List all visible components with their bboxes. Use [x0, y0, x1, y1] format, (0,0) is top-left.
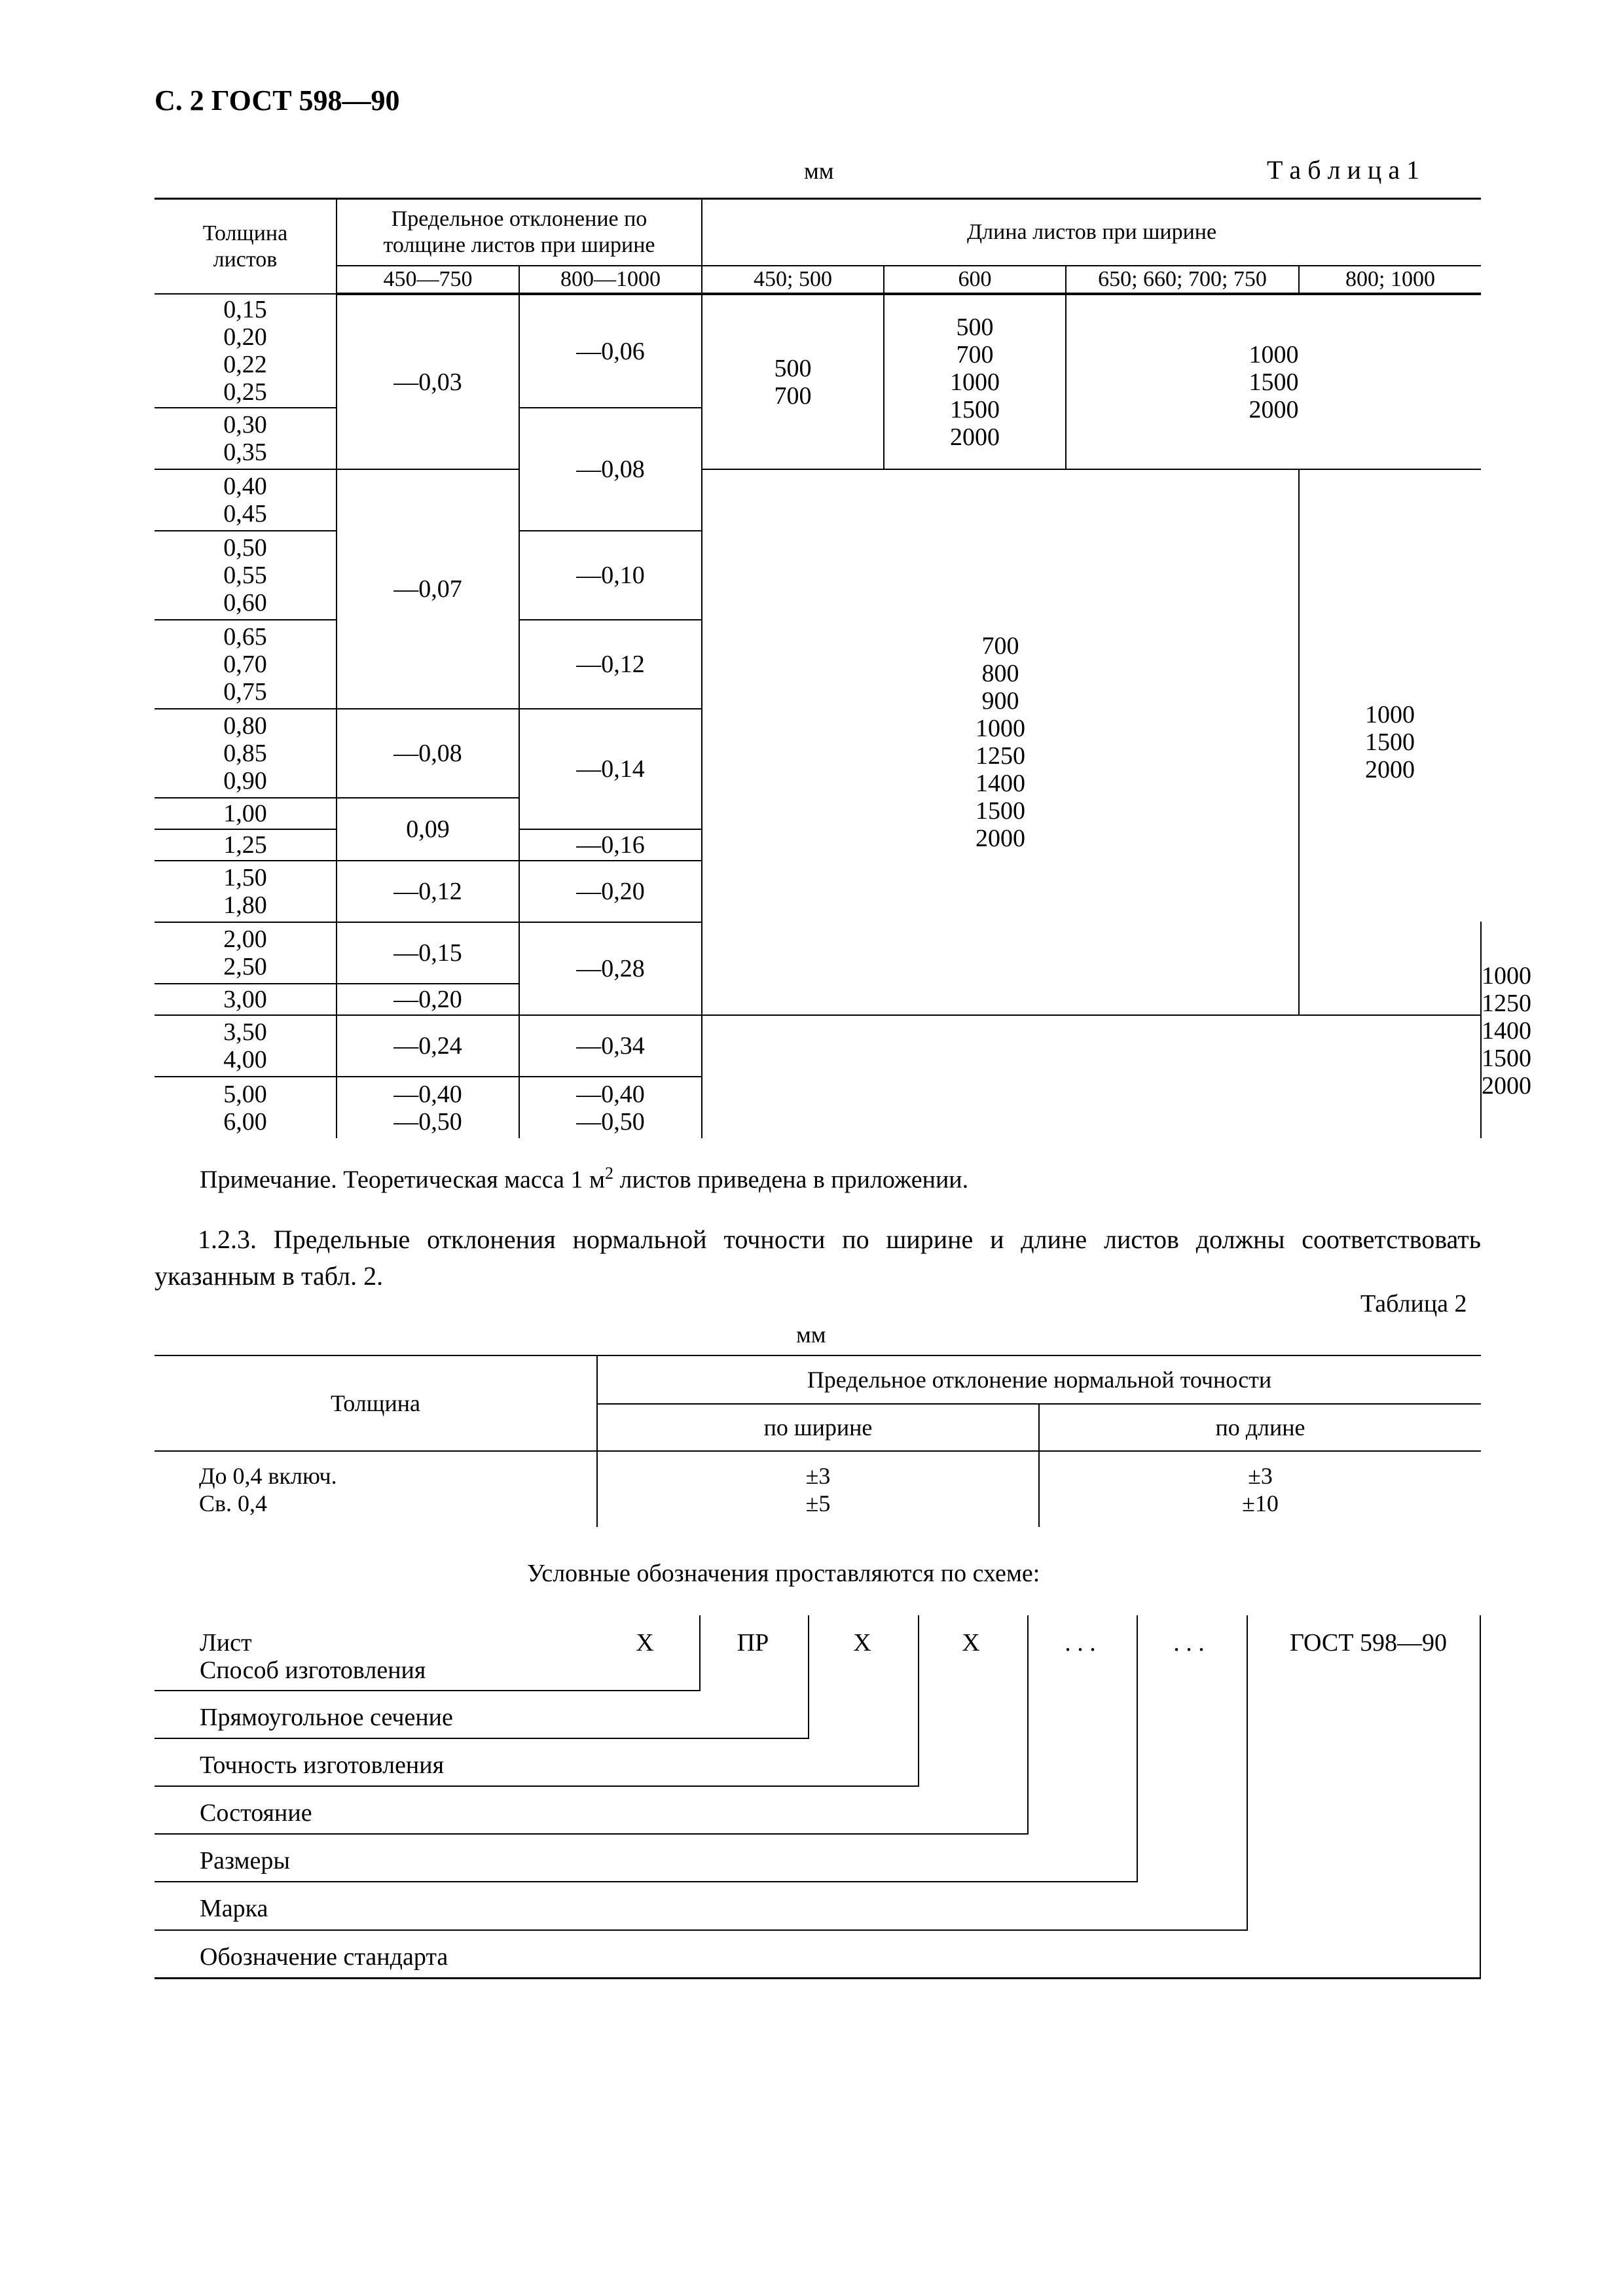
scheme-token: Х: [962, 1629, 980, 1657]
scheme-label: Точность изготовления: [200, 1751, 445, 1779]
t1-subheader: 800; 1000: [1299, 266, 1481, 294]
t1-dev-cell: —0,15: [337, 922, 519, 984]
t1-thickness-cell: 5,00 6,00: [155, 1077, 337, 1138]
t1-dev-cell: 0,09: [337, 798, 519, 861]
scheme-vline: [1247, 1615, 1248, 1931]
t1-subheader: 450—750: [337, 266, 519, 294]
table1-caption: Т а б л и ц а 1: [1267, 155, 1420, 185]
t1-dev-cell: —0,20: [519, 861, 702, 922]
page-header: С. 2 ГОСТ 598—90: [155, 84, 400, 117]
scheme-label: Способ изготовления: [200, 1657, 426, 1684]
t1-subheader: 650; 660; 700; 750: [1066, 266, 1299, 294]
t1-dev-cell: —0,40 —0,50: [519, 1077, 702, 1138]
t2-thickness-values: До 0,4 включ. Св. 0,4: [155, 1451, 597, 1527]
scheme-line: [155, 1785, 919, 1787]
t2-header-width: по ширине: [597, 1404, 1039, 1451]
t1-thickness-cell: 0,15 0,20 0,22 0,25: [155, 294, 337, 408]
t1-thickness-cell: 1,00: [155, 798, 337, 829]
t1-thickness-cell: 3,00: [155, 984, 337, 1015]
t1-len-cell: 1000 1500 2000: [1066, 294, 1481, 469]
note-text-end: листов приведена в приложении.: [613, 1166, 969, 1194]
scheme-vline: [1137, 1615, 1138, 1882]
t2-header-thickness: Толщина: [155, 1355, 597, 1451]
scheme-label: Размеры: [200, 1847, 290, 1874]
t2-length-values: ±3 ±10: [1039, 1451, 1481, 1527]
scheme-label: Марка: [200, 1895, 268, 1922]
scheme-token: ГОСТ 598—90: [1290, 1629, 1447, 1657]
note-text: Примечание. Теоретическая масса 1 м: [200, 1166, 605, 1194]
scheme-vline: [918, 1615, 919, 1787]
t1-dev-cell: —0,24: [337, 1015, 519, 1077]
t2-header-deviation: Предельное отклонение нормальной точности: [597, 1355, 1481, 1404]
scheme-label: Прямоугольное сечение: [200, 1704, 453, 1731]
t1-dev-cell: —0,40 —0,50: [337, 1077, 519, 1138]
table2: [155, 1355, 1481, 1527]
scheme-label: Состояние: [200, 1799, 312, 1827]
t1-thickness-cell: 3,50 4,00: [155, 1015, 337, 1077]
t1-subheader: 800—1000: [519, 266, 702, 294]
scheme-token: Х: [636, 1629, 654, 1657]
scheme-vline: [1480, 1615, 1481, 1979]
t1-dev-cell: —0,12: [519, 620, 702, 709]
t1-header-thickness: Толщина листов: [155, 199, 337, 294]
t1-dev-cell: —0,03: [337, 294, 519, 469]
t1-dev-cell: —0,08: [519, 408, 702, 531]
t1-header-deviation: Предельное отклонение по толщине листов при ширине: [337, 199, 702, 266]
scheme-vline: [1027, 1615, 1029, 1835]
scheme-intro: Условные обозначения проставляются по схеме:: [527, 1560, 1040, 1587]
t1-subheader: 600: [884, 266, 1066, 294]
t1-thickness-cell: 2,00 2,50: [155, 922, 337, 984]
table2-unit: мм: [796, 1321, 826, 1348]
t1-dev-cell: —0,10: [519, 531, 702, 620]
scheme-label: Лист: [200, 1629, 252, 1657]
scheme-line: [155, 1881, 1138, 1882]
t2-width-values: ±3 ±5: [597, 1451, 1039, 1527]
table2-caption: Таблица 2: [1360, 1290, 1467, 1318]
t1-dev-cell: —0,14: [519, 709, 702, 829]
t1-dev-cell: —0,08: [337, 709, 519, 798]
t1-len-cell: 1000 1500 2000: [1299, 469, 1481, 1015]
t1-thickness-cell: 0,50 0,55 0,60: [155, 531, 337, 620]
scheme-token: . . .: [1065, 1629, 1096, 1657]
scheme-line: [155, 1690, 701, 1691]
t1-dev-cell: —0,07: [337, 469, 519, 709]
t2-header-length: по длине: [1039, 1404, 1481, 1451]
scheme-vline: [808, 1615, 809, 1739]
t1-dev-cell: —0,28: [519, 922, 702, 1015]
table1-unit: мм: [804, 158, 834, 184]
scheme-token: . . .: [1173, 1629, 1205, 1657]
paragraph-1-2-3: 1.2.3. Предельные отклонения нормальной точности по ширине и длине листов должны соответствовать указанным в табл. 2.: [155, 1225, 1481, 1291]
scheme-line: [155, 1833, 1029, 1835]
table1: Толщина листов Предельное отклонение по толщине листов при ширине Длина листов при ширине 450—750 800—1000 450; 500 600 650; 660; 700; 750 800; 1000 0,15 0,20 0,22 0,25 —0,03 —0,06 500 700 500 700 1000 1500 2000 1000 1500 2000 0,30 0,35 —0,08 0,40 0,45 —0,07 700 800 900 1000 1250 1400 1500 2000 1000 1500 2000 0,50 0,55 0,60 —0,10 0,65 0,70 0,75 —0,12 0,80 0,85 0,90 —0,08 —0,14 1,00 0,09 1,25 —0,16 1,50 1,80 —0,12 —0,20 2,00 2,50 —0,15 —0,28 1000 1250 1400 1500 2000 3,00 —0,20 3,50 4,00 —0,24 —0,34 5,00 6,00 —0,40 —0,50 —0,40 —0,50: [155, 198, 1481, 1138]
t1-dev-cell: —0,34: [519, 1015, 702, 1077]
t1-subheader: 450; 500: [702, 266, 884, 294]
scheme-vline: [699, 1615, 701, 1691]
table1-note: [200, 1164, 968, 1194]
t1-dev-cell: —0,06: [519, 294, 702, 408]
t1-len-cell: 500 700 1000 1500 2000: [884, 294, 1066, 469]
note-superscript: 2: [604, 1164, 613, 1183]
t1-dev-cell: —0,16: [519, 829, 702, 861]
scheme-line: [155, 1977, 1481, 1979]
t1-thickness-cell: 1,25: [155, 829, 337, 861]
scheme-line: [155, 1929, 1248, 1931]
t1-thickness-cell: 0,30 0,35: [155, 408, 337, 469]
t1-thickness-cell: 0,40 0,45: [155, 469, 337, 531]
t1-thickness-cell: 0,80 0,85 0,90: [155, 709, 337, 798]
t1-thickness-cell: 0,65 0,70 0,75: [155, 620, 337, 709]
t1-header-length: Длина листов при ширине: [702, 199, 1481, 266]
t1-dev-cell: —0,20: [337, 984, 519, 1015]
t1-len-cell: 500 700: [702, 294, 884, 469]
t1-thickness-cell: 1,50 1,80: [155, 861, 337, 922]
t1-len-cell: 700 800 900 1000 1250 1400 1500 2000: [702, 469, 1299, 1015]
scheme-label: Обозначение стандарта: [200, 1943, 448, 1971]
scheme-token: Х: [853, 1629, 871, 1657]
scheme-token: ПР: [737, 1629, 769, 1657]
scheme-line: [155, 1738, 809, 1739]
t1-dev-cell: —0,12: [337, 861, 519, 922]
table1-top-rule: [155, 198, 1481, 200]
